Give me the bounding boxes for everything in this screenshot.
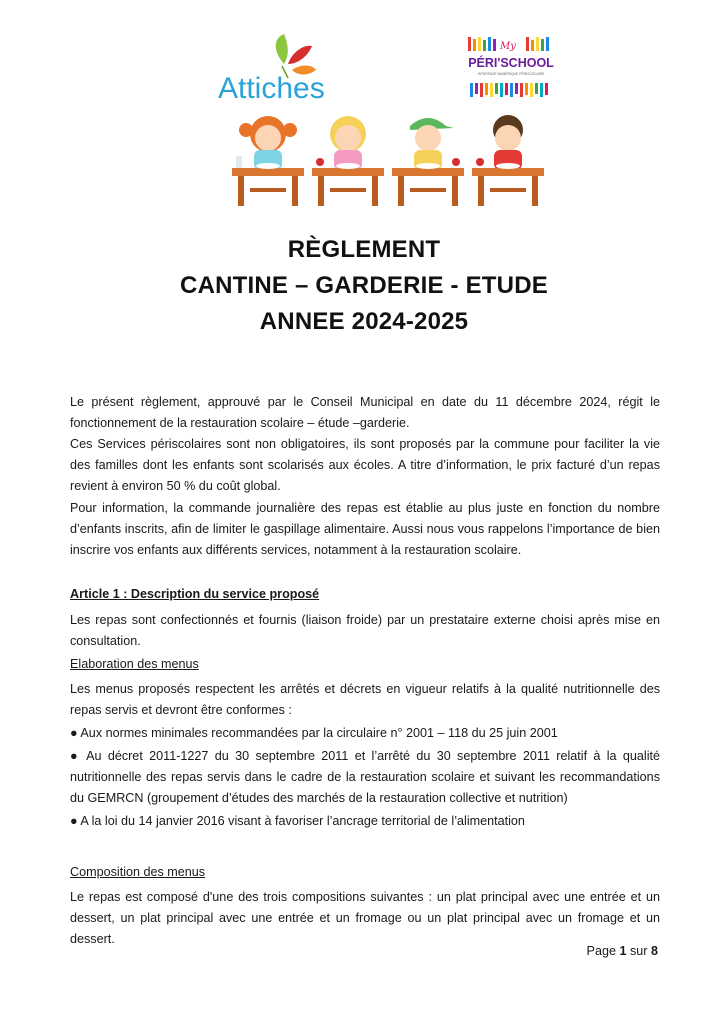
intro-paragraph-2: Ces Services périscolaires sont non obligatoires, ils sont proposés par la commune pour faciliter la vie des familles dont les enfants sont scolarisés aux écoles. A titre d’information, le prix facturé d’un repas revient à environ 50 % du coût global. xyxy=(70,437,660,493)
article-1-paragraph-2: Les menus proposés respectent les arrêtés et décrets en vigueur relatifs à la qualité nutritionnelle des repas servis et devront être conformes : xyxy=(70,682,660,717)
leaf-green-icon xyxy=(276,34,288,64)
subheading-elaboration-menus: Elaboration des menus xyxy=(70,657,199,671)
article-1-heading: Article 1 : Description du service proposé xyxy=(70,587,320,601)
pencils-bottom-icon xyxy=(470,83,548,97)
leaf-red-icon xyxy=(288,46,312,64)
page-number: Page 1 sur 8 xyxy=(586,944,658,958)
title-line-3: ANNEE 2024-2025 xyxy=(259,308,469,335)
bullet-item-1: ● Aux normes minimales recommandées par la circulaire n° 2001 – 118 du 25 juin 2001 xyxy=(70,726,558,740)
kid-girl-blonde-icon xyxy=(312,116,384,206)
title-line-1: RÈGLEMENT xyxy=(287,236,441,263)
intro-paragraph-3: Pour information, la commande journalière des repas est établie au plus juste en fonction du nombre d’enfants inscrits, afin de limiter le gaspillage alimentaire. Aussi nous vous rappelons l’importance de bien inscrire vos enfants aux différents services, notamment à la restauration scolaire. xyxy=(70,501,660,557)
perischool-logo xyxy=(466,35,556,101)
intro-paragraph-1: Le présent règlement, approuvé par le Conseil Municipal en date du 11 décembre 2024, régit le fonctionnement de la restauration scolaire – étude –garderie. xyxy=(70,395,660,430)
attiches-logo xyxy=(212,30,374,106)
kid-boy-brownhair-icon xyxy=(472,115,544,206)
bullet-item-2: ● Au décret 2011-1227 du 30 septembre 2011 et l’arrêté du 30 septembre 2011 relatif à la qualité nutritionnelle des repas servis dans le cadre de la restauration scolaire et suivant les recommandations du GEMRCN (groupement d’études des marchés de la restauration collective et nutrition) xyxy=(70,749,660,805)
perischool-logo-my: My xyxy=(500,41,516,52)
perischool-logo-text: PÉRI'SCHOOL xyxy=(468,56,554,70)
title-line-2: CANTINE – GARDERIE - ETUDE xyxy=(180,272,548,299)
document-title xyxy=(0,232,728,340)
kid-girl-redhair-icon xyxy=(232,116,304,206)
perischool-logo-subtitle: INTERFACE NUMÉRIQUE PÉRISCOLAIRE xyxy=(477,72,545,76)
article-1-paragraph-3: Le repas est composé d'une des trois compositions suivantes : un plat principal avec une entrée et un dessert, un plat principal avec une entrée et un fromage ou un plat principal avec un fromage et un dessert. xyxy=(70,890,660,946)
article-1-paragraph-1: Les repas sont confectionnés et fournis (liaison froide) par un prestataire externe choisi après mise en consultation. xyxy=(70,613,660,648)
bullet-item-3: ● A la loi du 14 janvier 2016 visant à favoriser l’ancrage territorial de l’alimentation xyxy=(70,814,525,828)
attiches-logo-text: Attiches xyxy=(218,72,325,105)
subheading-composition-menus: Composition des menus xyxy=(70,865,206,879)
kid-boy-cap-icon xyxy=(392,118,464,206)
children-eating-illustration xyxy=(228,104,548,212)
